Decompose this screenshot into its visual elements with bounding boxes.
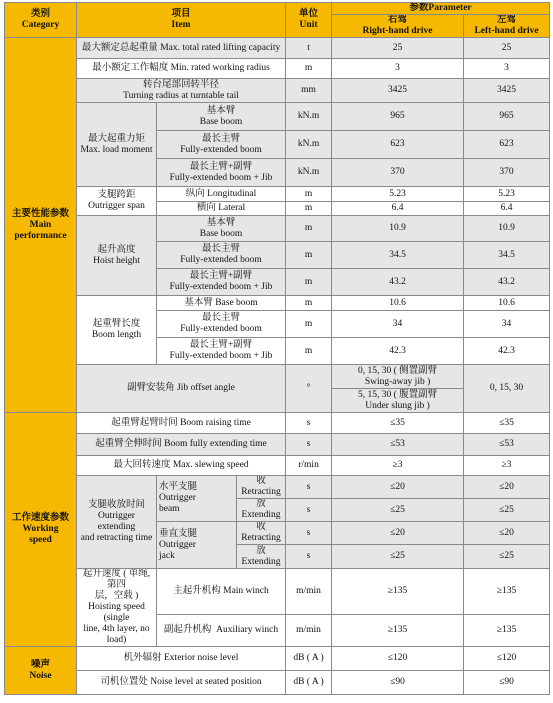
- row-rhd: 6.4: [332, 202, 464, 216]
- row-unit: m: [286, 242, 332, 269]
- sub-label: 横向 Lateral: [157, 202, 286, 216]
- row-unit: dB ( A ): [286, 647, 332, 671]
- row-lhd: 0, 15, 30: [464, 365, 550, 413]
- sub-label: 放 Extending: [237, 499, 286, 522]
- row-lhd: 6.4: [464, 202, 550, 216]
- row-unit: r/min: [286, 456, 332, 476]
- row-label: 司机位置处 Noise level at seated position: [77, 671, 286, 695]
- row-lhd: ≤35: [464, 413, 550, 434]
- row-lhd: ≤90: [464, 671, 550, 695]
- row-rhd: 10.6: [332, 296, 464, 311]
- row-lhd: ≤20: [464, 522, 550, 545]
- row-rhd: 5.23: [332, 187, 464, 202]
- row-lhd: 370: [464, 159, 550, 187]
- row-rhd: 623: [332, 131, 464, 159]
- row-rhd: ≤20: [332, 476, 464, 499]
- row-lhd: 3: [464, 59, 550, 79]
- sub-label: 最长主臂+副臂 Fully-extended boom + Jib: [157, 269, 286, 296]
- row-rhd: ≤120: [332, 647, 464, 671]
- row-rhd: 3425: [332, 79, 464, 103]
- row-lhd: 43.2: [464, 269, 550, 296]
- outrigger-beam: 水平支腿 Outrigger beam: [157, 476, 237, 522]
- sub-label: 最长主臂 Fully-extended boom: [157, 131, 286, 159]
- jib-rhd-swing-away: 0, 15, 30 ( 侧置副臂 Swing-away jib ): [332, 365, 464, 389]
- row-lhd: ≤20: [464, 476, 550, 499]
- row-lhd: ≤25: [464, 499, 550, 522]
- sub-label: 纵向 Longitudinal: [157, 187, 286, 202]
- row-rhd: 34.5: [332, 242, 464, 269]
- header-parameter: 参数Parameter: [332, 3, 550, 15]
- row-unit: m: [286, 202, 332, 216]
- row-unit: m: [286, 338, 332, 365]
- row-label: 副臂安装角 Jib offset angle: [77, 365, 286, 413]
- row-rhd: 42.3: [332, 338, 464, 365]
- header-rhd: 右驾 Right-hand drive: [332, 15, 464, 38]
- row-label: 起重臂起臂时间 Boom raising time: [77, 413, 286, 434]
- category-main: 主要性能参数 Main performance: [5, 38, 77, 413]
- row-rhd: 3: [332, 59, 464, 79]
- sub-label: 最长主臂+副臂 Fully-extended boom + Jib: [157, 159, 286, 187]
- group-outrigger-span: 支腿跨距 Outrigger span: [77, 187, 157, 216]
- row-unit: kN.m: [286, 159, 332, 187]
- row-rhd: 25: [332, 38, 464, 59]
- row-lhd: ≤120: [464, 647, 550, 671]
- row-rhd: ≥135: [332, 569, 464, 615]
- row-rhd: ≥135: [332, 615, 464, 647]
- row-label: 转台尾部回转半径 Turning radius at turntable tail: [77, 79, 286, 103]
- category-noise: 噪声 Noise: [5, 647, 77, 695]
- row-unit: m/min: [286, 615, 332, 647]
- row-unit: s: [286, 434, 332, 456]
- row-rhd: ≤25: [332, 545, 464, 569]
- row-label: 最小额定工作幅度 Min. rated working radius: [77, 59, 286, 79]
- row-rhd: ≤90: [332, 671, 464, 695]
- row-lhd: 3425: [464, 79, 550, 103]
- outrigger-jack: 垂直支腿 Outrigger jack: [157, 522, 237, 569]
- row-unit: s: [286, 522, 332, 545]
- sub-label: 副起升机构 Auxiliary winch: [157, 615, 286, 647]
- row-rhd: ≥3: [332, 456, 464, 476]
- jib-rhd-under-slung: 5, 15, 30 ( 腹置副臂 Under slung jib ): [332, 389, 464, 413]
- group-moment: 最大起重力矩 Max. load moment: [77, 103, 157, 187]
- row-unit: m: [286, 269, 332, 296]
- header-category: 类别 Category: [5, 3, 77, 38]
- row-lhd: 42.3: [464, 338, 550, 365]
- spec-table-wrapper: [4, 2, 549, 695]
- row-lhd: ≥3: [464, 456, 550, 476]
- row-unit: s: [286, 476, 332, 499]
- row-unit: mm: [286, 79, 332, 103]
- category-speed: 工作速度参数 Working speed: [5, 413, 77, 647]
- row-rhd: ≤53: [332, 434, 464, 456]
- row-unit: m: [286, 59, 332, 79]
- row-rhd: ≤20: [332, 522, 464, 545]
- row-unit: s: [286, 499, 332, 522]
- row-lhd: ≤25: [464, 545, 550, 569]
- header-unit: 单位 Unit: [286, 3, 332, 38]
- row-rhd: ≤25: [332, 499, 464, 522]
- sub-label: 基本臂 Base boom: [157, 296, 286, 311]
- group-hoist-height: 起升高度 Hoist height: [77, 216, 157, 296]
- row-rhd: 43.2: [332, 269, 464, 296]
- group-boom-length: 起重臂长度 Boom length: [77, 296, 157, 365]
- group-outrigger-time: 支腿收放时间 Outrigger extending and retracting time: [77, 476, 157, 569]
- row-rhd: 10.9: [332, 216, 464, 242]
- row-lhd: 10.6: [464, 296, 550, 311]
- sub-label: 最长主臂 Fully-extended boom: [157, 311, 286, 338]
- sub-label: 放 Extending: [237, 545, 286, 569]
- row-unit: m: [286, 216, 332, 242]
- group-hoisting-speed: 起升速度 ( 单绳,第四 层，空载 ) Hoisting speed (single line, 4th layer, no load): [77, 569, 157, 647]
- row-lhd: 34.5: [464, 242, 550, 269]
- row-lhd: 623: [464, 131, 550, 159]
- row-unit: s: [286, 545, 332, 569]
- row-lhd: ≤53: [464, 434, 550, 456]
- row-unit: m: [286, 187, 332, 202]
- row-rhd: 370: [332, 159, 464, 187]
- sub-label: 收 Retracting: [237, 522, 286, 545]
- row-unit: °: [286, 365, 332, 413]
- sub-label: 基本臂 Base boom: [157, 103, 286, 131]
- row-unit: kN.m: [286, 131, 332, 159]
- row-label: 机外辐射 Exterior noise level: [77, 647, 286, 671]
- row-lhd: 25: [464, 38, 550, 59]
- row-lhd: 34: [464, 311, 550, 338]
- row-label: 起重臂全伸时间 Boom fully extending time: [77, 434, 286, 456]
- row-rhd: 34: [332, 311, 464, 338]
- spec-table: [4, 2, 550, 695]
- row-unit: m: [286, 296, 332, 311]
- row-unit: kN.m: [286, 103, 332, 131]
- sub-label: 最长主臂+副臂 Fully-extended boom + Jib: [157, 338, 286, 365]
- row-unit: t: [286, 38, 332, 59]
- sub-label: 收 Retracting: [237, 476, 286, 499]
- row-unit: m: [286, 311, 332, 338]
- row-rhd: 965: [332, 103, 464, 131]
- row-label: 最大额定总起重量 Max. total rated lifting capacity: [77, 38, 286, 59]
- sub-label: 最长主臂 Fully-extended boom: [157, 242, 286, 269]
- row-unit: m/min: [286, 569, 332, 615]
- row-lhd: ≥135: [464, 569, 550, 615]
- header-lhd: 左驾 Left-hand drive: [464, 15, 550, 38]
- row-lhd: 10.9: [464, 216, 550, 242]
- row-label: 最大回转速度 Max. slewing speed: [77, 456, 286, 476]
- sub-label: 基本臂 Base boom: [157, 216, 286, 242]
- row-lhd: ≥135: [464, 615, 550, 647]
- sub-label: 主起升机构 Main winch: [157, 569, 286, 615]
- header-item: 项目 Item: [77, 3, 286, 38]
- row-unit: s: [286, 413, 332, 434]
- row-unit: dB ( A ): [286, 671, 332, 695]
- row-rhd: ≤35: [332, 413, 464, 434]
- row-lhd: 5.23: [464, 187, 550, 202]
- row-lhd: 965: [464, 103, 550, 131]
